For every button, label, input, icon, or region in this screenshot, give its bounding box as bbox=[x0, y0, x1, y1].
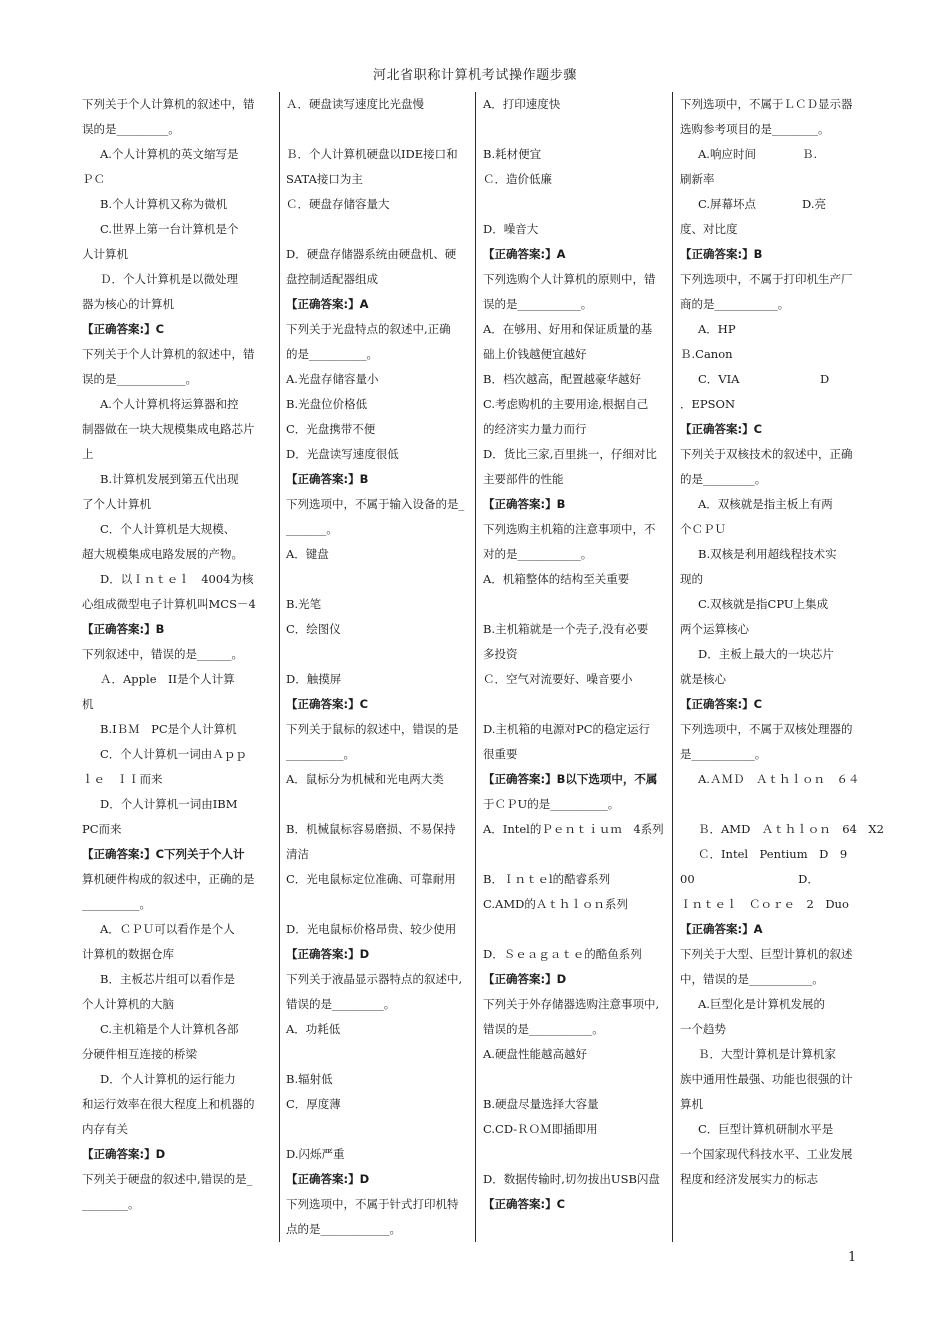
answer-line: 【正确答案:】A bbox=[483, 247, 566, 261]
text-line: __________。 bbox=[286, 747, 355, 761]
text-line: D．主板上最大的一块芯片 bbox=[698, 647, 834, 661]
text-line: 了个人计算机 bbox=[82, 497, 151, 511]
text-line: 00 D． bbox=[680, 872, 819, 886]
page-number: 1 bbox=[848, 1250, 857, 1265]
text-line: 算机硬件构成的叙述中，正确的是 bbox=[82, 872, 255, 886]
text-line: 的经济实力量力而行 bbox=[483, 422, 587, 436]
text-line: C．巨型计算机研制水平是 bbox=[698, 1122, 834, 1136]
answer-line: 【正确答案:】B bbox=[680, 247, 763, 261]
column-1 bbox=[82, 92, 272, 1242]
text-line: 的是__________。 bbox=[286, 347, 378, 361]
text-line bbox=[483, 192, 668, 217]
text-line: SATA接口为主 bbox=[286, 172, 363, 186]
column-divider bbox=[475, 92, 476, 1242]
text-line: 下列选项中，不属于打印机生产厂 bbox=[680, 272, 853, 286]
text-line: 两个运算核心 bbox=[680, 622, 749, 636]
text-line: 下列关于个人计算机的叙述中，错 bbox=[82, 347, 255, 361]
answer-line: 【正确答案:】D bbox=[286, 1172, 370, 1186]
text-line: 础上价钱越便宜越好 bbox=[483, 347, 587, 361]
text-line: A．ＣＰＵ可以看作是个人 bbox=[100, 922, 235, 936]
text-line: A．Intel的Ｐｅｎｔｉｕｍ 4系列 bbox=[483, 822, 664, 836]
text-line: 就是核心 bbox=[680, 672, 726, 686]
text-line: C．个人计算机一词由Ａｐｐ bbox=[100, 747, 247, 761]
text-line bbox=[680, 792, 865, 817]
text-line bbox=[483, 1142, 668, 1167]
text-line bbox=[286, 117, 472, 142]
text-line: D．硬盘存储器系统由硬盘机、硬 bbox=[286, 247, 457, 261]
text-line: C.世界上第一台计算机是个 bbox=[100, 222, 239, 236]
column-3 bbox=[483, 92, 668, 1242]
text-line: A．键盘 bbox=[286, 547, 329, 561]
answer-line: 【正确答案:】D bbox=[82, 1147, 166, 1161]
text-line: 下列选购个人计算机的原则中，错 bbox=[483, 272, 656, 286]
text-line: A.响应时间 Ｂ. bbox=[698, 147, 818, 161]
column-4 bbox=[680, 92, 884, 1242]
text-line: B．机械鼠标容易磨损、不易保持 bbox=[286, 822, 456, 836]
answer-line: 【正确答案:】B bbox=[82, 622, 165, 636]
answer-line: 【正确答案:】C bbox=[483, 1197, 566, 1211]
text-line: 刷新率 bbox=[680, 172, 715, 186]
text-line: A.个人计算机将运算器和控 bbox=[100, 397, 239, 411]
text-line: B.光盘位价格低 bbox=[286, 397, 368, 411]
text-line: PC而来 bbox=[82, 822, 122, 836]
text-line: A．鼠标分为机械和光电两大类 bbox=[286, 772, 444, 786]
text-line: 下列关于鼠标的叙述中，错误的是 bbox=[286, 722, 459, 736]
text-line: ．EPSON bbox=[680, 397, 736, 411]
answer-line: 【正确答案:】C bbox=[680, 422, 763, 436]
text-line: A.硬盘性能越高越好 bbox=[483, 1047, 587, 1061]
text-line: 一个趋势 bbox=[680, 1022, 726, 1036]
text-line: 心组成微型电子计算机叫MCS－4 bbox=[82, 597, 256, 611]
text-line: 是___________。 bbox=[680, 747, 767, 761]
text-line: Ｃ．Intel Pentium D 9 bbox=[698, 847, 848, 861]
answer-line: 【正确答案:】C bbox=[82, 322, 165, 336]
text-line: 错误的是___________。 bbox=[483, 1022, 604, 1036]
text-line: 的是_________。 bbox=[680, 472, 767, 486]
text-line: 下列关于液晶显示器特点的叙述中, bbox=[286, 972, 463, 986]
answer-line: 【正确答案:】A bbox=[680, 922, 763, 936]
text-line: Ｂ．AMD Ａｔｈｌｏｎ 64 X2 bbox=[698, 822, 884, 836]
text-line: Ｂ．大型计算机是计算机家 bbox=[698, 1047, 836, 1061]
text-line: 下列叙述中，错误的是______。 bbox=[82, 647, 243, 661]
text-line: Ｃ．造价低廉 bbox=[483, 172, 552, 186]
text-line: 个人计算机的大脑 bbox=[82, 997, 174, 1011]
text-line: 分硬件相互连接的桥梁 bbox=[82, 1047, 197, 1061]
text-line: D.闪烁严重 bbox=[286, 1147, 345, 1161]
text-line: B.个人计算机又称为微机 bbox=[100, 197, 228, 211]
answer-line: 【正确答案:】D bbox=[286, 947, 370, 961]
text-line: C.屏幕坏点 D.亮 bbox=[698, 197, 827, 211]
text-line: B.硬盘尽量选择大容量 bbox=[483, 1097, 599, 1111]
text-line: B.辐射低 bbox=[286, 1072, 333, 1086]
text-line: C．个人计算机是大规模、 bbox=[100, 522, 236, 536]
text-line: D．光盘读写速度很低 bbox=[286, 447, 399, 461]
text-line: 盘控制适配器组成 bbox=[286, 272, 378, 286]
text-line: D．噪音大 bbox=[483, 222, 539, 236]
text-line: D．个人计算机的运行能力 bbox=[100, 1072, 236, 1086]
text-line: 商的是___________。 bbox=[680, 297, 790, 311]
text-line: 上 bbox=[82, 447, 94, 461]
text-line: B．Ｉｎｔｅl的酷睿系列 bbox=[483, 872, 611, 886]
text-line: A．机箱整体的结构至关重要 bbox=[483, 572, 630, 586]
text-line: 下列关于大型、巨型计算机的叙述 bbox=[680, 947, 853, 961]
column-2 bbox=[286, 92, 472, 1242]
text-line: 下列关于硬盘的叙述中,错误的是_ bbox=[82, 1172, 253, 1186]
text-line: Ｉｎｔｅｌ Ｃｏｒｅ 2 Duo bbox=[680, 897, 849, 911]
text-line bbox=[483, 692, 668, 717]
text-line: D．货比三家,百里挑一，仔细对比 bbox=[483, 447, 657, 461]
text-line: Ｃ．空气对流要好、噪音要小 bbox=[483, 672, 633, 686]
text-line: C.AMD的Ａｔｈｌｏｎ系列 bbox=[483, 897, 628, 911]
text-line: 很重要 bbox=[483, 747, 518, 761]
text-line: Ａ．Apple II是个人计算 bbox=[100, 672, 235, 686]
text-line: Ｂ.Canon bbox=[680, 347, 733, 361]
text-line: C．VIA D bbox=[698, 372, 830, 386]
text-line bbox=[286, 1042, 472, 1067]
text-line: Ｂ．个人计算机硬盘以IDE接口和 bbox=[286, 147, 458, 161]
text-line bbox=[483, 917, 668, 942]
text-line: C.考虑购机的主要用途,根据自己 bbox=[483, 397, 649, 411]
text-line: C．光电鼠标定位准确、可靠耐用 bbox=[286, 872, 456, 886]
answer-line: 【正确答案:】D bbox=[483, 972, 567, 986]
answer-line: 【正确答案:】C下列关于个人计 bbox=[82, 847, 245, 861]
column-divider bbox=[672, 92, 673, 1242]
text-line: 计算机的数据仓库 bbox=[82, 947, 174, 961]
text-line: D．个人计算机一词由IBM bbox=[100, 797, 238, 811]
text-line: D．触摸屏 bbox=[286, 672, 342, 686]
text-line: ｌｅ ＩＩ而来 bbox=[82, 772, 163, 786]
text-line: 器为核心的计算机 bbox=[82, 297, 174, 311]
text-line bbox=[483, 592, 668, 617]
text-line bbox=[286, 642, 472, 667]
text-line: B．档次越高，配置越豪华越好 bbox=[483, 372, 641, 386]
text-line: C．绘图仪 bbox=[286, 622, 341, 636]
text-line: 下列选项中，不属于ＬＣＤ显示器 bbox=[680, 97, 853, 111]
text-line: _______。 bbox=[286, 522, 338, 536]
text-line: 一个国家现代科技水平、工业发展 bbox=[680, 1147, 853, 1161]
text-line: 内存有关 bbox=[82, 1122, 128, 1136]
text-line: A．双核就是指主板上有两 bbox=[698, 497, 833, 511]
text-line: C.主机箱是个人计算机各部 bbox=[100, 1022, 239, 1036]
text-line: B.耗材便宜 bbox=[483, 147, 542, 161]
text-line: 下列选项中，不属于针式打印机特 bbox=[286, 1197, 459, 1211]
text-line: 度、对比度 bbox=[680, 222, 738, 236]
text-line: Ｃ．硬盘存储容量大 bbox=[286, 197, 390, 211]
text-line: D．光电鼠标价格昂贵、较少使用 bbox=[286, 922, 457, 936]
text-line: A．HP bbox=[698, 322, 736, 336]
text-line bbox=[483, 1067, 668, 1092]
text-line: 下列关于光盘特点的叙述中,正确 bbox=[286, 322, 451, 336]
text-line: 下列选项中，不属于输入设备的是_ bbox=[286, 497, 465, 511]
text-line: A．在够用、好用和保证质量的基 bbox=[483, 322, 653, 336]
text-line: 下列选购主机箱的注意事项中，不 bbox=[483, 522, 656, 536]
text-line: 算机 bbox=[680, 1097, 703, 1111]
text-line: 选购参考项目的是________。 bbox=[680, 122, 830, 136]
text-line: 多投资 bbox=[483, 647, 518, 661]
text-line: D．以Ｉｎｔｅｌ 4004为核 bbox=[100, 572, 254, 586]
text-line: B.双核是利用超线程技术实 bbox=[698, 547, 837, 561]
text-line: A.光盘存储容量小 bbox=[286, 372, 379, 386]
text-line: A．打印速度快 bbox=[483, 97, 561, 111]
text-line: D.主机箱的电源对PC的稳定运行 bbox=[483, 722, 651, 736]
column-divider bbox=[279, 92, 280, 1242]
text-line: 程度和经济发展实力的标志 bbox=[680, 1172, 818, 1186]
text-line: 下列关于外存储器选购注意事项中, bbox=[483, 997, 660, 1011]
text-line: 中，错误的是___________。 bbox=[680, 972, 824, 986]
text-line: B.计算机发展到第五代出现 bbox=[100, 472, 239, 486]
text-line: C.CD-ＲＯＭ即插即用 bbox=[483, 1122, 598, 1136]
text-line: 主要部件的性能 bbox=[483, 472, 564, 486]
text-line: __________。 bbox=[82, 897, 151, 911]
text-line: 个ＣＰＵ bbox=[680, 522, 726, 536]
text-line: B.IＢＭ PC是个人计算机 bbox=[100, 722, 237, 736]
text-line: 误的是____________。 bbox=[82, 372, 197, 386]
text-line: D．数据传输时,切勿拔出USB闪盘 bbox=[483, 1172, 660, 1186]
text-line: B.主机箱就是一个壳子,没有必要 bbox=[483, 622, 649, 636]
text-line: 清洁 bbox=[286, 847, 309, 861]
text-line: 现的 bbox=[680, 572, 703, 586]
text-line: 族中通用性最强、功能也很强的计 bbox=[680, 1072, 853, 1086]
text-line bbox=[286, 567, 472, 592]
text-line: C．厚度薄 bbox=[286, 1097, 341, 1111]
text-line: 下列关于个人计算机的叙述中，错 bbox=[82, 97, 255, 111]
text-line: 制器做在一块大规模集成电路芯片 bbox=[82, 422, 255, 436]
text-line: ＰＣ bbox=[82, 172, 105, 186]
text-line: 点的是____________。 bbox=[286, 1222, 401, 1236]
text-line bbox=[483, 842, 668, 867]
text-line bbox=[286, 792, 472, 817]
text-line: 误的是___________。 bbox=[483, 297, 593, 311]
answer-line: 【正确答案:】B bbox=[286, 472, 369, 486]
text-line: 于ＣＰU的是__________。 bbox=[483, 797, 620, 811]
text-line: 和运行效率在很大程度上和机器的 bbox=[82, 1097, 255, 1111]
text-line: 超大规模集成电路发展的产物。 bbox=[82, 547, 243, 561]
text-line: 误的是_________。 bbox=[82, 122, 180, 136]
text-line bbox=[286, 1117, 472, 1142]
answer-line: 【正确答案:】B以下选项中，不属 bbox=[483, 772, 658, 786]
text-line: Ａ．硬盘读写速度比光盘慢 bbox=[286, 97, 424, 111]
text-line: D．Ｓｅａｇａｔｅ的酷鱼系列 bbox=[483, 947, 642, 961]
text-line bbox=[286, 217, 472, 242]
text-line bbox=[483, 117, 668, 142]
text-line: A．功耗低 bbox=[286, 1022, 341, 1036]
text-line: A.个人计算机的英文缩写是 bbox=[100, 147, 239, 161]
answer-line: 【正确答案:】C bbox=[680, 697, 763, 711]
text-line: C.双核就是指CPU上集成 bbox=[698, 597, 829, 611]
text-line: 下列选项中，不属于双核处理器的 bbox=[680, 722, 853, 736]
text-line: ________。 bbox=[82, 1197, 140, 1211]
text-line: A.ＡＭＤ Ａｔｈｌｏｎ ６４ bbox=[698, 772, 860, 786]
text-line: B．主板芯片组可以看作是 bbox=[100, 972, 235, 986]
text-line: 错误的是_________。 bbox=[286, 997, 396, 1011]
page-title: 河北省职称计算机考试操作题步骤 bbox=[372, 68, 577, 83]
text-line: Ｄ．个人计算机是以微处理 bbox=[100, 272, 238, 286]
answer-line: 【正确答案:】A bbox=[286, 297, 369, 311]
text-line: 下列关于双核技术的叙述中，正确 bbox=[680, 447, 853, 461]
text-line: B.光笔 bbox=[286, 597, 322, 611]
text-line bbox=[286, 892, 472, 917]
text-line: A.巨型化是计算机发展的 bbox=[698, 997, 825, 1011]
text-line: 对的是___________。 bbox=[483, 547, 593, 561]
answer-line: 【正确答案:】C bbox=[286, 697, 369, 711]
text-line: 人计算机 bbox=[82, 247, 128, 261]
text-line: 机 bbox=[82, 697, 94, 711]
text-line: C．光盘携带不便 bbox=[286, 422, 376, 436]
answer-line: 【正确答案:】B bbox=[483, 497, 566, 511]
